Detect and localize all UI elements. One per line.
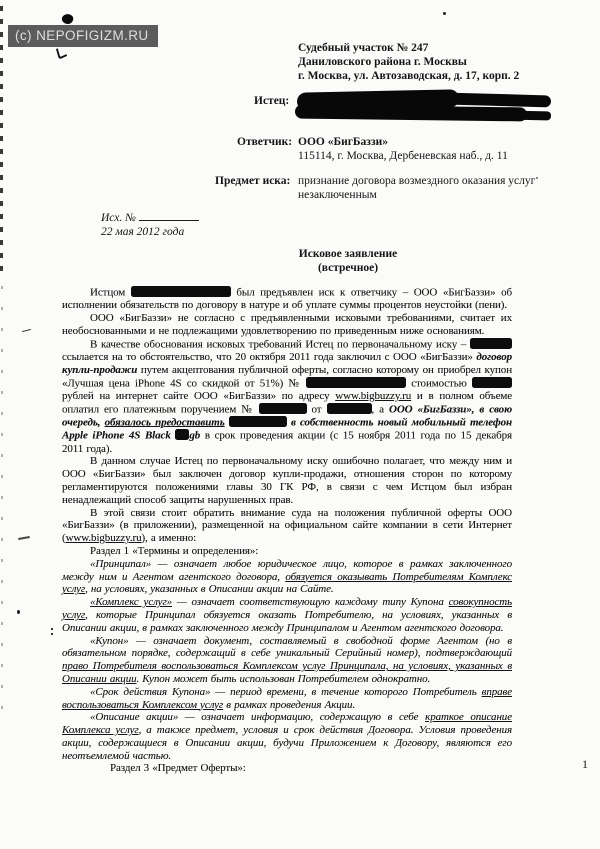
claim-subject-line: признание договора возмездного оказания услуг bbox=[298, 175, 536, 187]
scan-speck bbox=[22, 329, 31, 332]
ref-number-blank bbox=[139, 210, 199, 221]
text-segment: «Принципал» — означает любое юридическое лицо, которое в рамках заключенного между ним и Агентом агентского договора, bbox=[62, 557, 512, 583]
redaction-bar bbox=[470, 338, 512, 349]
text-segment: в рамках проведения Акции. bbox=[223, 698, 356, 711]
text-segment: «Купон» — означает документ, составляемый в свободной форме Агентом (но в обязательном порядке, содержащий в себе уникальный Серийный номер), подтверждающий bbox=[62, 634, 512, 660]
text-segment: www.bigbuzzy.ru bbox=[65, 532, 142, 545]
ref-date-line: 22 мая 2012 года bbox=[101, 226, 185, 238]
text-segment: ), а именно: bbox=[141, 532, 197, 545]
document-title bbox=[275, 247, 421, 275]
text-segment: от bbox=[306, 403, 327, 416]
redaction-bar bbox=[131, 286, 231, 297]
plaintiff-label: Истец: bbox=[254, 95, 290, 107]
text-segment: В качестве обоснования исковых требований Истец по первоначальному иску – bbox=[90, 338, 470, 351]
scan-speck bbox=[51, 628, 53, 635]
text-segment: путем акцептования публичной оферты, согласно которому он приобрел купон «Лучшая цена iPhone 4S со скидкой от 51%) № bbox=[62, 363, 512, 390]
court-line: Даниловского района г. Москвы bbox=[298, 55, 467, 68]
scan-speck bbox=[443, 12, 446, 15]
pen-mark-artifact bbox=[56, 45, 67, 59]
body-paragraph bbox=[62, 711, 512, 762]
text-segment: «Описание акции» — означает информацию, содержащую в себе bbox=[90, 711, 426, 724]
text-segment: . Купон может быть использован Потребителем однократно. bbox=[136, 672, 431, 685]
redaction-bar bbox=[306, 377, 406, 388]
body-paragraph bbox=[62, 686, 512, 712]
body-paragraph bbox=[62, 286, 512, 312]
body-paragraph bbox=[62, 338, 512, 456]
body-paragraph bbox=[62, 545, 512, 558]
redaction-bar bbox=[472, 377, 512, 388]
redaction-bar bbox=[175, 429, 189, 440]
text-segment: обязалось предоставить bbox=[104, 416, 225, 429]
text-segment: был предъявлен иск к ответчику – ООО «БигБаззи» об исполнении обязательств по договору в натуре и об уплате суммы процентов неустойки (пени). bbox=[62, 286, 512, 312]
text-segment: «Комплекс услуг» bbox=[90, 596, 173, 609]
text-segment: , на условиях, указанных в Описании акции на Сайте. bbox=[85, 583, 334, 596]
redaction-plaintiff-name bbox=[295, 90, 553, 128]
text-segment: , а также предмет, условия и срок действия Договора. Условия проведения акции, содержащиеся в Описании акции, будучи Приложением к Договору, являются его неотъемлемой частью. bbox=[62, 724, 512, 762]
scan-speck bbox=[17, 610, 20, 614]
defendant-label: Ответчик: bbox=[237, 136, 293, 148]
text-segment: в собственность новый мобильный телефон Apple iPhone 4S Black bbox=[62, 416, 513, 442]
ink-blot-artifact bbox=[60, 12, 74, 26]
redaction-bar bbox=[327, 403, 372, 414]
court-line: г. Москва, ул. Автозаводская, д. 17, корп. 2 bbox=[298, 69, 520, 82]
defendant-name: ООО «БигБаззи» bbox=[298, 136, 389, 148]
text-segment: рублей на интернет сайте ООО «БигБаззи» по адресу bbox=[62, 389, 336, 402]
text-segment: Раздел 3 «Предмет Оферты»: bbox=[110, 762, 246, 775]
scan-speck bbox=[18, 536, 30, 540]
court-address-block bbox=[298, 42, 519, 84]
text-segment: Раздел 1 «Термины и определения»: bbox=[90, 544, 259, 557]
document-title-line: Исковое заявление bbox=[298, 248, 398, 260]
document-title-line: (встречное) bbox=[317, 262, 379, 274]
text-segment: В данном случае Истец по первоначальному иску ошибочно полагает, что между ним и ООО «БигБаззи» был заключен договор купли-продажи, отношения сторон по которому регламентируются положениями главы 30 ГК РФ, в связи с чем Истцом был избран ненадлежащий способ защиты нарушенных прав. bbox=[62, 455, 512, 506]
text-segment: ООО «БигБаззи», в свою очередь, bbox=[62, 403, 513, 429]
body-paragraph bbox=[62, 558, 512, 596]
text-segment: обязуется оказывать Потребителям Комплекс услуг bbox=[62, 570, 512, 596]
text-segment: , а bbox=[371, 403, 389, 416]
redaction-bar bbox=[259, 403, 307, 414]
text-segment: краткое описание Комплекса услуг bbox=[62, 711, 512, 737]
text-segment: Истцом bbox=[90, 286, 131, 299]
text-segment: право Потребителя воспользоваться Комплексом услуг Принципала, на условиях, указанных в Описании акции bbox=[62, 660, 512, 685]
ref-number-line: Исх. № bbox=[101, 210, 199, 225]
text-segment: gb bbox=[189, 429, 201, 442]
ref-block bbox=[101, 210, 199, 239]
scan-speck bbox=[536, 177, 538, 179]
page-number: 1 bbox=[582, 757, 588, 771]
text-segment: — означает соответствующую каждому типу Купона bbox=[172, 596, 449, 609]
court-line: Судебный участок № 247 bbox=[298, 42, 429, 54]
scan-edge-artifact bbox=[1, 286, 3, 716]
body-paragraph bbox=[62, 507, 512, 545]
text-segment: стоимостью bbox=[406, 377, 472, 390]
body-paragraph bbox=[62, 455, 512, 506]
site-watermark: (c) NEPOFIGIZM.RU bbox=[8, 25, 158, 47]
body-paragraph bbox=[62, 635, 512, 686]
text-segment: В этой связи стоит обратить внимание суда на положения публичной оферты ООО «БигБаззи» (в приложении), размещенной на официальном сайте компании в сети Интернет ( bbox=[62, 506, 512, 545]
scan-edge-artifact bbox=[0, 6, 3, 274]
text-segment: вправе воспользоваться Комплексом услуг bbox=[62, 685, 512, 711]
defendant-address: 115114, г. Москва, Дербеневская наб., д. 11 bbox=[298, 150, 508, 162]
text-segment: ООО «БигБаззи» не согласно с предъявленными исковыми требованиями, считает их необоснованными и не подлежащими удовлетворению по приведенным ниже основаниям. bbox=[62, 312, 512, 337]
text-segment: совокупность услуг bbox=[62, 596, 512, 621]
body-paragraph bbox=[62, 762, 512, 775]
text-segment: www.bigbuzzy.ru bbox=[335, 389, 412, 402]
body-paragraph bbox=[62, 312, 512, 338]
text-segment: «Срок действия Купона» — период времени, в течение которого Потребитель bbox=[90, 685, 482, 698]
text-segment: ссылается на то обстоятельство, что 20 октября 2011 года заключил с ООО «БигБаззи» bbox=[62, 350, 477, 363]
claim-subject-line: незаключенным bbox=[298, 189, 377, 201]
redaction-bar bbox=[229, 416, 287, 427]
document-body bbox=[62, 286, 512, 775]
text-segment: , которые Принципал обязуется оказать Потребителю, на условиях, указанных в Описании акции, в рамках заключенного между Принципалом и Агентом агентского договора. bbox=[62, 608, 512, 634]
text-segment: в срок проведения акции (с 15 ноября 2011 года по 15 декабря 2011 года). bbox=[62, 429, 512, 455]
text-segment: договор купли-продажи bbox=[62, 350, 512, 376]
text-segment: и в полном объеме оплатил его платежным поручением № bbox=[62, 389, 513, 416]
body-paragraph bbox=[62, 596, 512, 634]
claim-subject-label: Предмет иска: bbox=[215, 175, 291, 187]
